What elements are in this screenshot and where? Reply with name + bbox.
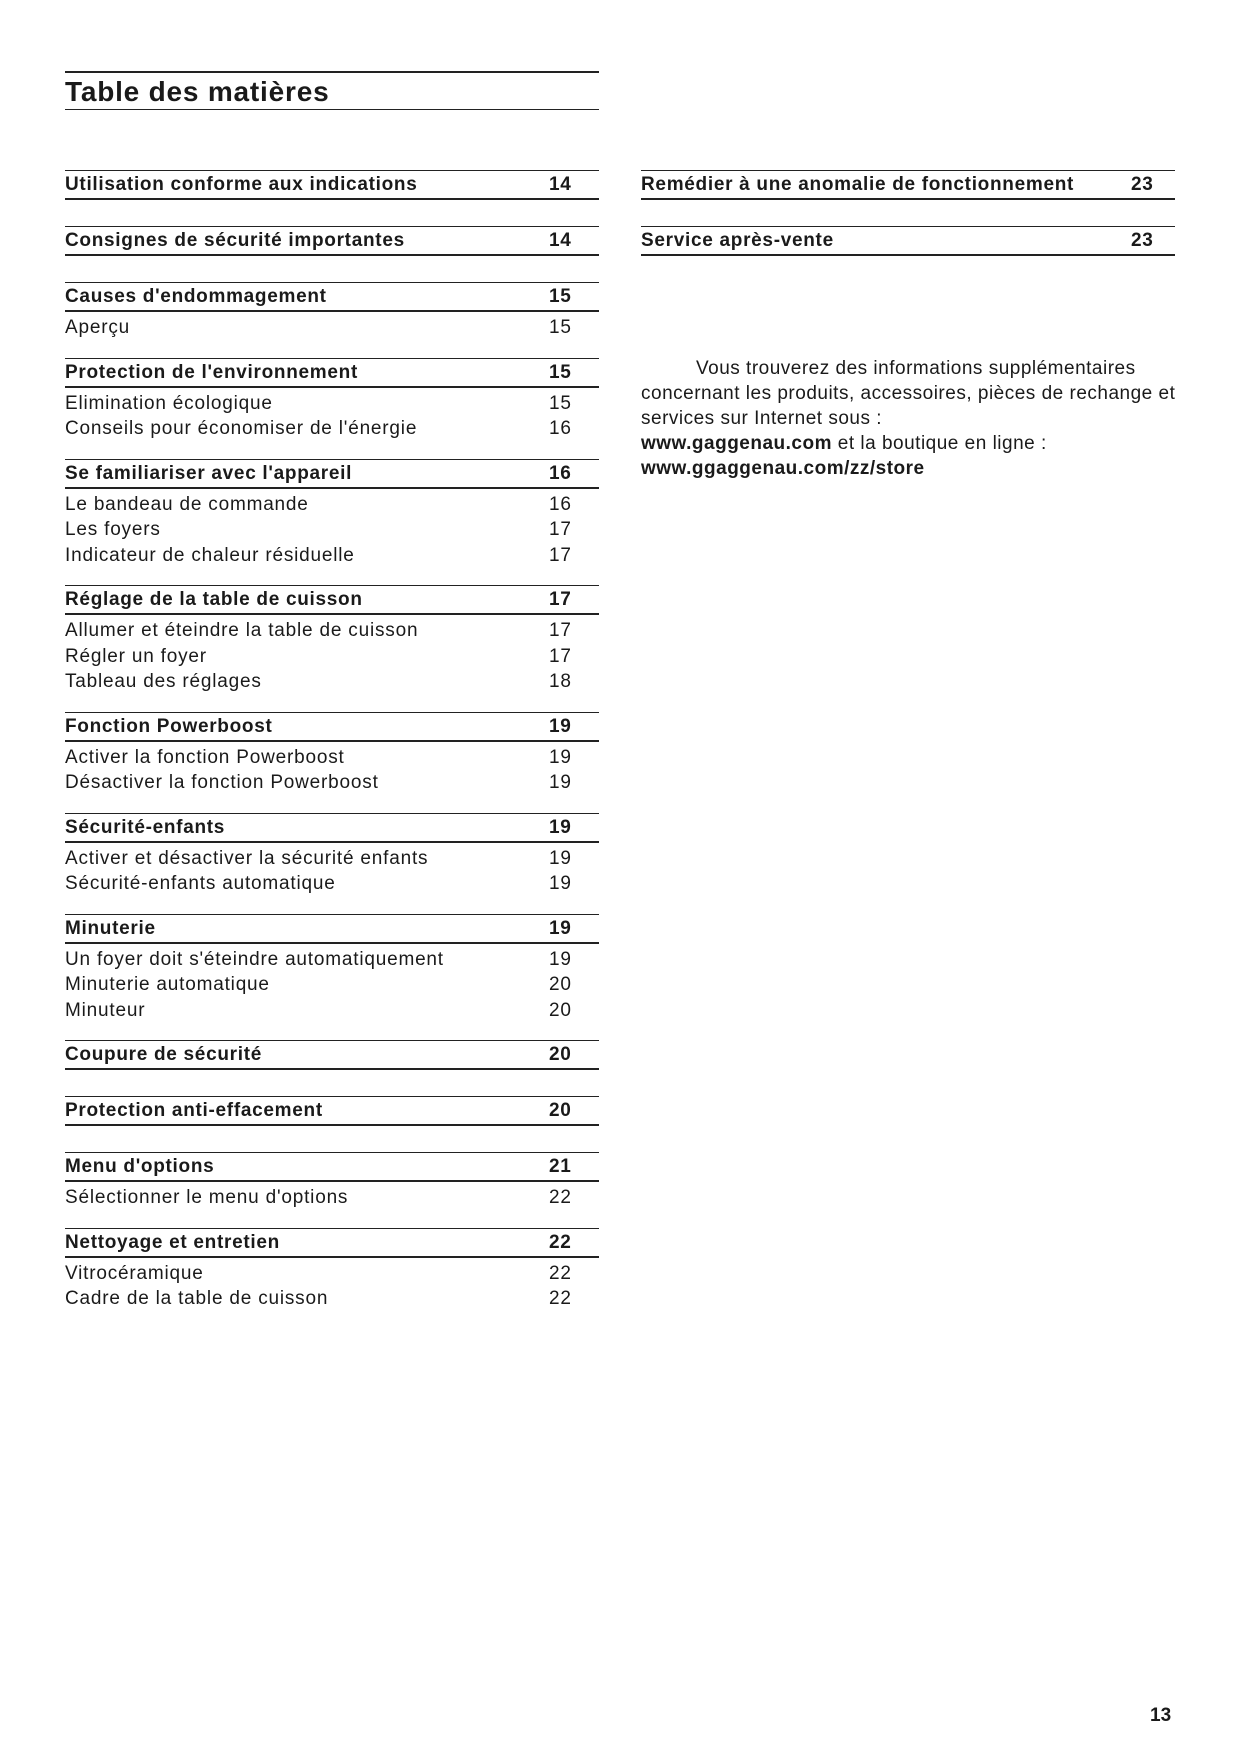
toc-section: [641, 226, 1175, 256]
toc-section: [65, 1228, 599, 1312]
toc-section-title: Menu d'options: [65, 1156, 215, 1177]
toc-entry-title: Elimination écologique: [65, 392, 273, 414]
toc-entry[interactable]: [65, 517, 599, 543]
toc-section-heading[interactable]: [65, 459, 599, 489]
toc-entry-title: Un foyer doit s'éteindre automatiquement: [65, 948, 444, 970]
toc-section: [65, 282, 599, 341]
toc-section: [65, 1040, 599, 1070]
toc-entry[interactable]: [65, 492, 599, 518]
toc-section-title: Coupure de sécurité: [65, 1044, 263, 1065]
toc-entry[interactable]: [65, 745, 599, 771]
toc-entry-title: Activer la fonction Powerboost: [65, 746, 345, 768]
toc-entry-title: Conseils pour économiser de l'énergie: [65, 418, 418, 439]
toc-section-title: Se familiariser avec l'appareil: [65, 462, 353, 484]
toc-entry-page: 18: [549, 671, 572, 692]
toc-entry[interactable]: [65, 391, 599, 417]
toc-sub-list: [65, 1258, 599, 1312]
toc-entry-title: Sélectionner le menu d'options: [65, 1187, 349, 1208]
toc-entry[interactable]: [65, 618, 599, 644]
toc-section-title: Nettoyage et entretien: [65, 1231, 280, 1253]
toc-entry-page: 16: [549, 418, 572, 439]
toc-entry-page: 20: [549, 999, 572, 1021]
toc-entry-title: Cadre de la table de cuisson: [65, 1288, 329, 1309]
toc-section-page: 21: [549, 1156, 572, 1177]
toc-section-title: Remédier à une anomalie de fonctionnement: [641, 174, 1075, 195]
toc-left-column: [65, 170, 599, 1329]
toc-entry-page: 19: [549, 873, 572, 894]
toc-section: [65, 1096, 599, 1126]
toc-sub-list: [65, 1182, 599, 1211]
toc-entry-title: Régler un foyer: [65, 645, 207, 667]
toc-sub-list: [65, 312, 599, 341]
toc-section-heading[interactable]: [65, 585, 599, 615]
toc-sub-list: [65, 388, 599, 442]
toc-section-page: 19: [549, 917, 572, 939]
toc-entry-title: Vitrocéramique: [65, 1262, 204, 1284]
toc-entry[interactable]: [65, 947, 599, 973]
toc-entry[interactable]: [65, 416, 599, 442]
toc-entry[interactable]: [65, 998, 599, 1024]
toc-entry-title: Aperçu: [65, 317, 131, 338]
toc-section-page: 20: [549, 1100, 572, 1121]
toc-section: [65, 813, 599, 897]
info-text-2: et la boutique en ligne :: [832, 433, 1047, 454]
toc-section-page: 19: [549, 715, 572, 737]
store-link[interactable]: www.ggaggenau.com/zz/store: [641, 458, 925, 479]
toc-section-title: Protection anti-effacement: [65, 1100, 323, 1121]
toc-section-title: Service après-vente: [641, 230, 834, 251]
toc-entry-title: Sécurité-enfants automatique: [65, 873, 336, 894]
toc-section: [65, 1152, 599, 1211]
toc-entry-title: Indicateur de chaleur résiduelle: [65, 544, 355, 566]
toc-entry-page: 17: [549, 645, 572, 667]
toc-entry-page: 15: [549, 392, 572, 414]
website-link[interactable]: www.gaggenau.com: [641, 433, 832, 454]
toc-section: [65, 712, 599, 796]
toc-section-title: Causes d'endommagement: [65, 286, 327, 307]
toc-entry-page: 22: [549, 1262, 572, 1284]
toc-section-heading[interactable]: [65, 226, 599, 256]
toc-section-page: 19: [549, 816, 572, 838]
toc-sub-list: [65, 742, 599, 796]
toc-entry-page: 22: [549, 1187, 572, 1208]
toc-section-title: Réglage de la table de cuisson: [65, 589, 363, 610]
info-text: Vous trouverez des informations supplémentaires concernant les produits, accessoires, pièces de rechange et services sur Internet sous :: [641, 358, 1176, 429]
toc-entry-page: 16: [549, 493, 572, 515]
toc-section-heading[interactable]: [65, 712, 599, 742]
toc-sub-list: [65, 843, 599, 897]
toc-section: [65, 170, 599, 200]
toc-entry[interactable]: [65, 972, 599, 998]
toc-section-page: 23: [1131, 174, 1154, 195]
toc-section-heading[interactable]: [65, 813, 599, 843]
toc-entry[interactable]: [65, 846, 599, 872]
toc-entry-page: 19: [549, 847, 572, 869]
toc-entry[interactable]: [65, 644, 599, 670]
page-number: 13: [1150, 1705, 1172, 1726]
info-paragraph: [641, 356, 1181, 481]
toc-section-page: 14: [549, 230, 572, 251]
toc-section-title: Consignes de sécurité importantes: [65, 230, 405, 251]
toc-entry-page: 17: [549, 519, 572, 540]
toc-entry[interactable]: [65, 1185, 599, 1211]
toc-section-page: 15: [549, 286, 572, 307]
toc-entry-title: Allumer et éteindre la table de cuisson: [65, 620, 419, 641]
toc-section-page: 15: [549, 361, 572, 383]
toc-entry[interactable]: [65, 543, 599, 569]
toc-section-page: 14: [549, 174, 572, 195]
toc-entry-page: 17: [549, 544, 572, 566]
toc-entry-title: Activer et désactiver la sécurité enfants: [65, 847, 429, 869]
toc-entry[interactable]: [65, 315, 599, 341]
toc-entry[interactable]: [65, 1286, 599, 1312]
toc-entry[interactable]: [65, 1261, 599, 1287]
toc-entry-title: Minuteur: [65, 999, 146, 1021]
toc-entry-page: 19: [549, 772, 572, 793]
toc-sub-list: [65, 489, 599, 569]
toc-entry-title: Tableau des réglages: [65, 671, 262, 692]
toc-section: [65, 585, 599, 695]
toc-section: [65, 358, 599, 442]
toc-entry[interactable]: [65, 669, 599, 695]
toc-section-heading[interactable]: [641, 226, 1175, 256]
toc-right-column: [641, 170, 1175, 282]
toc-section-heading[interactable]: [641, 170, 1175, 200]
page-title: Table des matières: [65, 76, 330, 107]
toc-section-title: Sécurité-enfants: [65, 816, 226, 838]
toc-section-title: Utilisation conforme aux indications: [65, 174, 418, 195]
toc-entry-page: 20: [549, 974, 572, 995]
toc-section-heading[interactable]: [65, 1228, 599, 1258]
toc-section-heading[interactable]: [65, 170, 599, 200]
toc-section-page: 20: [549, 1044, 572, 1065]
toc-section-page: 16: [549, 462, 572, 484]
toc-section-page: 17: [549, 589, 572, 610]
toc-entry-page: 19: [549, 948, 572, 970]
toc-entry[interactable]: [65, 770, 599, 796]
toc-section-heading[interactable]: [65, 282, 599, 312]
toc-section-page: 23: [1131, 230, 1154, 251]
toc-entry-title: Les foyers: [65, 519, 161, 540]
toc-entry[interactable]: [65, 871, 599, 897]
toc-title-block: [65, 71, 599, 110]
toc-section-title: Minuterie: [65, 917, 156, 939]
toc-section-heading[interactable]: [65, 358, 599, 388]
toc-entry-page: 22: [549, 1288, 572, 1309]
toc-sub-list: [65, 615, 599, 695]
toc-section-heading[interactable]: [65, 1096, 599, 1126]
toc-section-title: Fonction Powerboost: [65, 715, 273, 737]
toc-entry-title: Minuterie automatique: [65, 974, 270, 995]
toc-entry-page: 15: [549, 317, 572, 338]
toc-section-title: Protection de l'environnement: [65, 361, 358, 383]
toc-section: [65, 226, 599, 256]
toc-entry-title: Le bandeau de commande: [65, 493, 309, 515]
toc-section: [641, 170, 1175, 200]
toc-entry-page: 17: [549, 620, 572, 641]
toc-section-heading[interactable]: [65, 914, 599, 944]
toc-section-heading[interactable]: [65, 1152, 599, 1182]
toc-sub-list: [65, 944, 599, 1024]
toc-section-page: 22: [549, 1231, 572, 1253]
toc-section-heading[interactable]: [65, 1040, 599, 1070]
toc-entry-page: 19: [549, 746, 572, 768]
toc-section: [65, 459, 599, 569]
toc-section: [65, 914, 599, 1024]
toc-entry-title: Désactiver la fonction Powerboost: [65, 772, 379, 793]
